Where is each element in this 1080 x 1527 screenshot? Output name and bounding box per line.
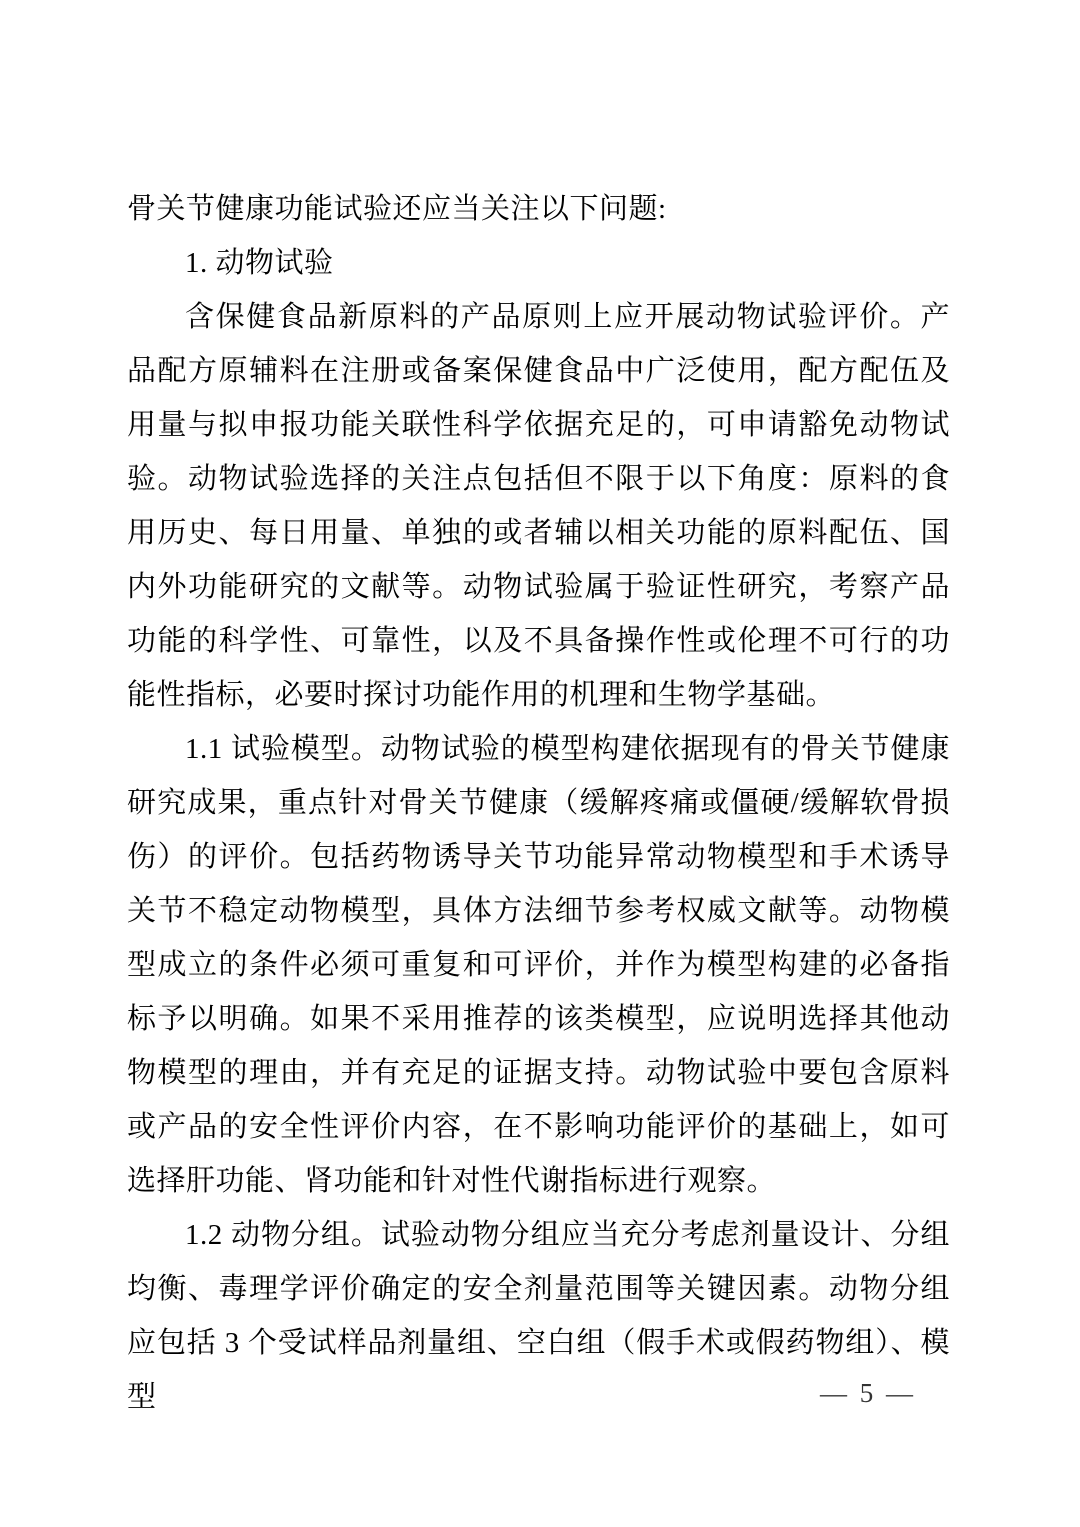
paragraph-1-1-test-model: 1.1 试验模型。动物试验的模型构建依据现有的骨关节健康研究成果，重点针对骨关节健康（缓解疼痛或僵硬/缓解软骨损伤）的评价。包括药物诱导关节功能异常动物模型和手术诱导关节不稳定动物模型，具体方法细节参考权威文献等。动物模型成立的条件必须可重复和可评价，并作为模型构建的必备指标予以明确。如果不采用推荐的该类模型，应说明选择其他动物模型的理由，并有充足的证据支持。动物试验中要包含原料或产品的安全性评价内容，在不影响功能评价的基础上，如可选择肝功能、肾功能和针对性代谢指标进行观察。 xyxy=(127,733,950,1197)
paragraph-1-2-animal-grouping: 1.2 动物分组。试验动物分组应当充分考虑剂量设计、分组均衡、毒理学评价确定的安全剂量范围等关键因素。动物分组应包括 3 个受试样品剂量组、空白组（假手术或假药物组）、模型 xyxy=(127,1219,950,1413)
section-heading-animal-test: 1. 动物试验 xyxy=(185,247,334,279)
paragraph-animal-test-overview: 含保健食品新原料的产品原则上应开展动物试验评价。产品配方原辅料在注册或备案保健食品中广泛使用，配方配伍及用量与拟申报功能关联性科学依据充足的，可申请豁免动物试验。动物试验选择的关注点包括但不限于以下角度：原料的食用历史、每日用量、单独的或者辅以相关功能的原料配伍、国内外功能研究的文献等。动物试验属于验证性研究，考察产品功能的科学性、可靠性，以及不具备操作性或伦理不可行的功能性指标，必要时探讨功能作用的机理和生物学基础。 xyxy=(127,301,950,711)
paragraph-intro-continuation: 骨关节健康功能试验还应当关注以下问题: xyxy=(127,193,667,225)
page-body xyxy=(127,182,950,1424)
page-number: — 5 — xyxy=(820,1378,916,1408)
